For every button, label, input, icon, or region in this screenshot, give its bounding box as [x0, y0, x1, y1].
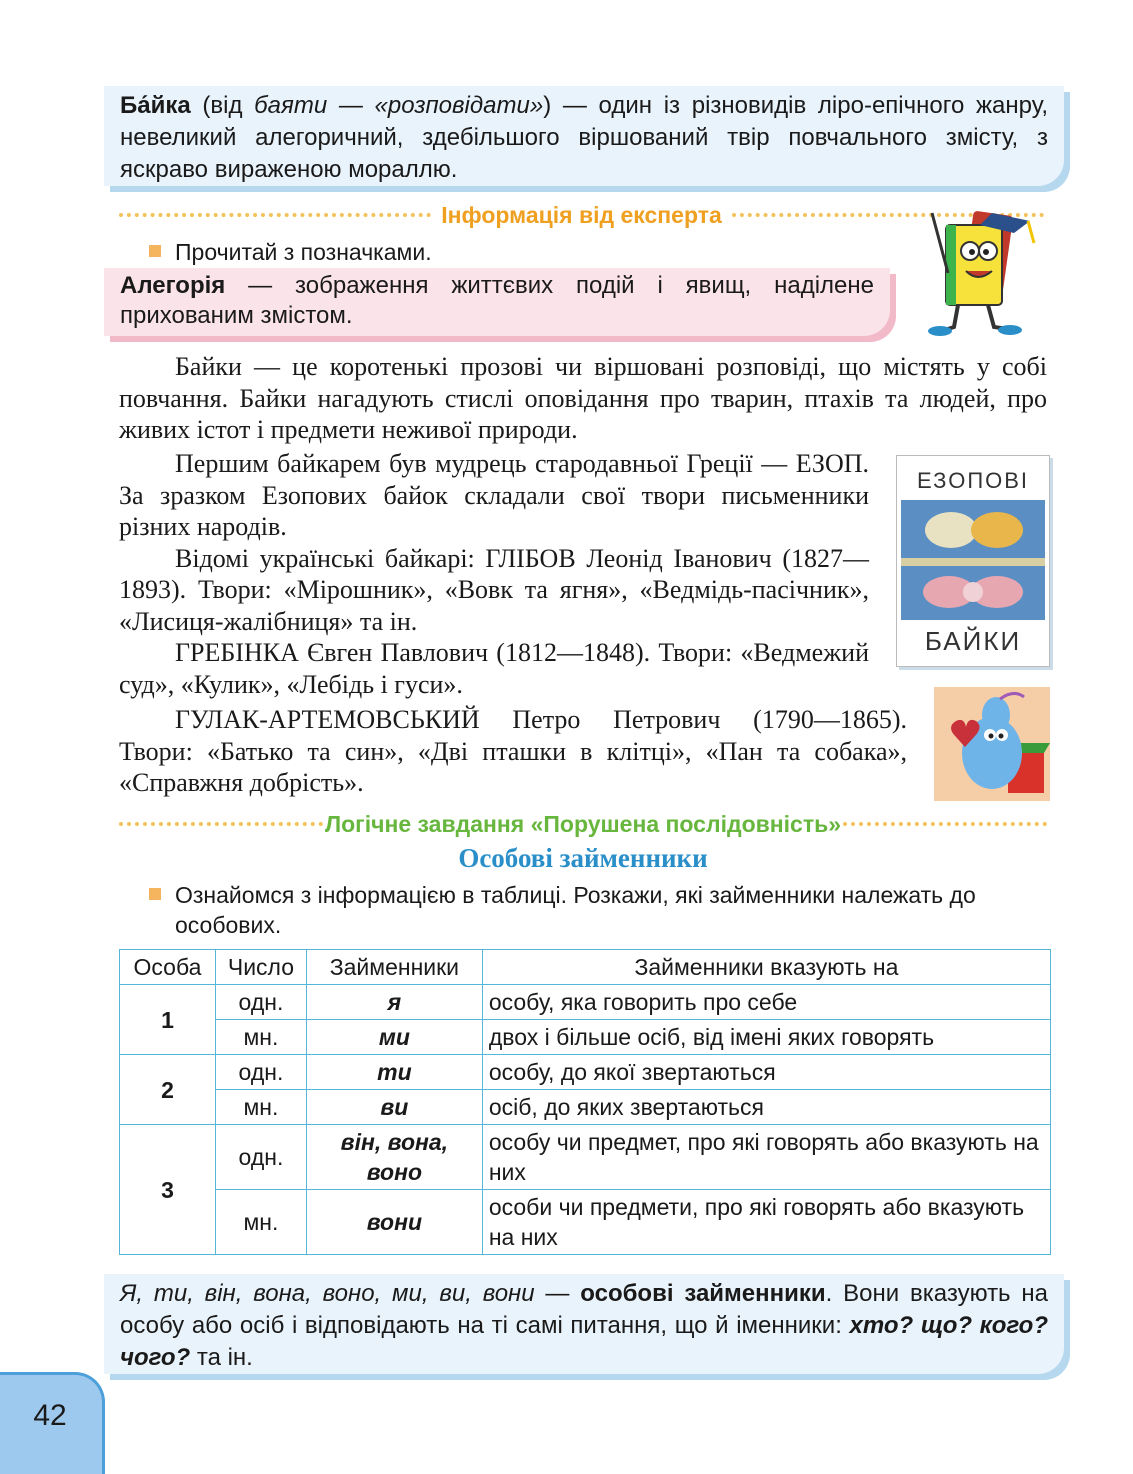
term-alegoria: Алегорія: [120, 272, 226, 299]
header-person: Особа: [120, 950, 216, 985]
paragraph-ezop: Першим байкарем був мудрець стародавньої Греції — ЕЗОП. За зразком Езопових байок складали свої твори письменники різних народів.: [119, 449, 869, 541]
table-row: [120, 985, 1051, 1020]
book-mascot-illustration: [918, 203, 1048, 338]
number-cell: одн.: [215, 1125, 306, 1190]
table-row: [120, 1090, 1051, 1125]
expert-info-title: Інформація від експерта: [441, 201, 722, 228]
meaning-cell: особу, яка говорить про себе: [482, 985, 1050, 1020]
etymology: баяти — «розповідати»: [254, 92, 544, 119]
book-cover-illustration: [896, 455, 1050, 667]
square-bullet-icon: [149, 245, 161, 257]
summary-term: особові займенники: [580, 1280, 826, 1307]
definition-alegoria-text: Алегорія — зображення життєвих подій і явищ, наділене прихованим змістом.: [120, 272, 874, 329]
definition-box-alegoria: [104, 268, 890, 336]
meaning-cell: особу, до якої звертаються: [482, 1055, 1050, 1090]
logic-task-title: Логічне завдання «Порушена послідовність»: [324, 810, 842, 837]
pronoun-cell: я: [306, 985, 482, 1020]
number-cell: мн.: [215, 1020, 306, 1055]
person-cell: 2: [120, 1055, 216, 1125]
expert-info-divider: [119, 200, 1044, 230]
pronoun-cell: ми: [306, 1020, 482, 1055]
person-cell: 3: [120, 1125, 216, 1255]
paragraph-glibov: Відомі українські байкарі: ГЛІБОВ Леонід Іванович (1827—1893). Твори: «Мірошник», «Вовк та ягня», «Ведмідь-пасічник», «Лисиця-жалібниця» та ін.: [119, 543, 869, 636]
header-pronouns: Займенники: [306, 950, 482, 985]
definition-baika-text: Ба́йка (від баяти — «розповідати») — один із різновидів ліро-епічного жанру, невеликий алегоричний, здебільшого віршований твір повчального змісту, з яскраво вираженою мораллю.: [120, 92, 1048, 183]
page-number-tab: [0, 1372, 105, 1474]
square-bullet-icon: [149, 888, 161, 900]
pronoun-cell: ви: [306, 1090, 482, 1125]
pronoun-cell: він, вона, воно: [306, 1125, 482, 1190]
summary-text: Я, ти, він, вона, воно, ми, ви, вони — особові займенники. Вони вказують на особу або осіб і відповідають на ті самі питання, що й іменники: хто? що? кого? чого? та ін.: [120, 1280, 1048, 1371]
cover-art-icon: [901, 500, 1045, 620]
paragraph-gulak: ГУЛАК-АРТЕМОВСЬКИЙ Петро Петрович (1790—1865). Твори: «Батько та син», «Дві пташки в клітці», «Пан та собака», «Справжня добрість».: [119, 705, 907, 797]
term-baika: Ба́йка: [120, 92, 191, 119]
book-cover-title-bottom: БАЙКИ: [924, 626, 1022, 656]
paragraph-block-authors: [119, 448, 869, 700]
summary-questions: хто? що? кого? чого?: [120, 1312, 1048, 1371]
section-heading: Особові займенники: [458, 843, 708, 873]
header-number: Число: [215, 950, 306, 985]
dotted-line: [843, 822, 1047, 826]
header-meaning: Займенники вказують на: [482, 950, 1050, 985]
number-cell: одн.: [215, 985, 306, 1020]
pronoun-cell: вони: [306, 1190, 482, 1255]
meaning-cell: двох і більше осіб, від імені яких говорять: [482, 1020, 1050, 1055]
table-instruction: Ознайомся з інформацією в таблиці. Розкажи, які займенники належать до особових.: [149, 880, 1049, 940]
character-with-heart-illustration: [934, 687, 1050, 801]
pronoun-list: Я, ти, він, вона, воно, ми, ви, вони: [120, 1280, 535, 1307]
logic-task-divider: [119, 809, 1047, 839]
expert-instruction: Прочитай з позначками.: [149, 237, 432, 267]
number-cell: одн.: [215, 1055, 306, 1090]
pronoun-cell: ти: [306, 1055, 482, 1090]
table-row: [120, 1125, 1051, 1190]
book-cover-title-top: ЕЗОПОВІ: [916, 468, 1030, 493]
page-number: 42: [33, 1399, 67, 1432]
definition-box-baika: [104, 86, 1064, 186]
dotted-line: [119, 822, 323, 826]
summary-box: [104, 1274, 1064, 1374]
dotted-line: [119, 213, 431, 217]
number-cell: мн.: [215, 1190, 306, 1255]
personal-pronouns-table: [119, 949, 1051, 1255]
table-row: [120, 1055, 1051, 1090]
meaning-cell: осіб, до яких звертаються: [482, 1090, 1050, 1125]
table-row: [120, 1020, 1051, 1055]
meaning-cell: особи чи предмети, про які говорять або вказують на них: [482, 1190, 1050, 1255]
paragraph-fables-intro: Байки — це коротенькі прозові чи віршовані розповіді, що містять у собі повчання. Байки нагадують стислі оповідання про тварин, птахів та людей, про живих істот і предмети неживої природи.: [119, 352, 1047, 444]
table-row: [120, 1190, 1051, 1255]
paragraph-grebinka: ГРЕБІНКА Євген Павлович (1812—1848). Твори: «Ведмежий суд», «Кулик», «Лебідь і гуси».: [119, 638, 869, 699]
number-cell: мн.: [215, 1090, 306, 1125]
meaning-cell: особу чи предмет, про які говорять або вказують на них: [482, 1125, 1050, 1190]
table-header-row: [120, 950, 1051, 985]
person-cell: 1: [120, 985, 216, 1055]
